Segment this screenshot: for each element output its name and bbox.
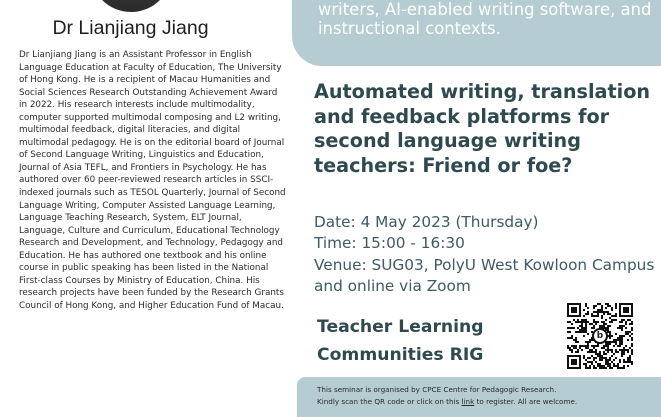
qr-logo-icon: b: [592, 328, 608, 344]
event-time: Time: 15:00 - 16:30: [314, 234, 465, 252]
registration-link[interactable]: link: [461, 397, 475, 406]
footer-note: [317, 384, 657, 408]
footer-line-organiser: This seminar is organised by CPCE Centre for Pedagogic Research.: [317, 385, 557, 394]
footer-text-before-link: Kindly scan the QR code or click on this: [317, 397, 462, 406]
speaker-bio: Dr Lianjiang Jiang is an Assistant Professor in English Language Education at Faculty of Education, The University of Hong Kong. He is a recipient of Macau Humanities and Social Sciences Research Outstanding Achievement Award in 2022. His research interests include multimodality, computer supported multimodal composing and L2 writing, multimodal feedback, digital literacies, and digital multimodal pedagogy. He is on the editorial board of Journal of Second Language Writing, Linguistics and Education, Journal of Asia TEFL, and Frontiers in Psychology. He has authored over 60 peer-reviewed research articles in SSCI-indexed journals such as TESOL Quarterly, Journal of Second Language Writing, Computer Assisted Language Learning, Language Teaching Research, System, ELT Journal, Language, Culture and Curriculum, Educational Technology Research and Development, and Technology, Pedagogy and Education. He has authored one textbook and his online course in public speaking has been listed in the National First-class Courses by Ministry of Education, China. His research projects have been funded by the Research Grants Council of Hong Kong, and Higher Education Fund of Macau.: [19, 50, 286, 311]
event-venue: Venue: SUG03, PolyU West Kowloon Campus and online via Zoom: [314, 256, 655, 295]
abstract-text: writers, AI-enabled writing software, and instructional contexts.: [318, 0, 652, 38]
speaker-name: Dr Lianjiang Jiang: [52, 17, 209, 39]
talk-title: Automated writing, translation and feedback platforms for second language writing teachers: Friend or foe?: [314, 80, 651, 177]
footer-text-after-link: to register. All are welcome.: [474, 397, 578, 406]
organiser-group: Teacher Learning Communities RIG: [317, 317, 484, 365]
registration-qr-code[interactable]: [567, 303, 633, 369]
speaker-photo: [90, 0, 172, 12]
event-date: Date: 4 May 2023 (Thursday): [314, 213, 539, 231]
footer-line-register: [317, 396, 657, 408]
